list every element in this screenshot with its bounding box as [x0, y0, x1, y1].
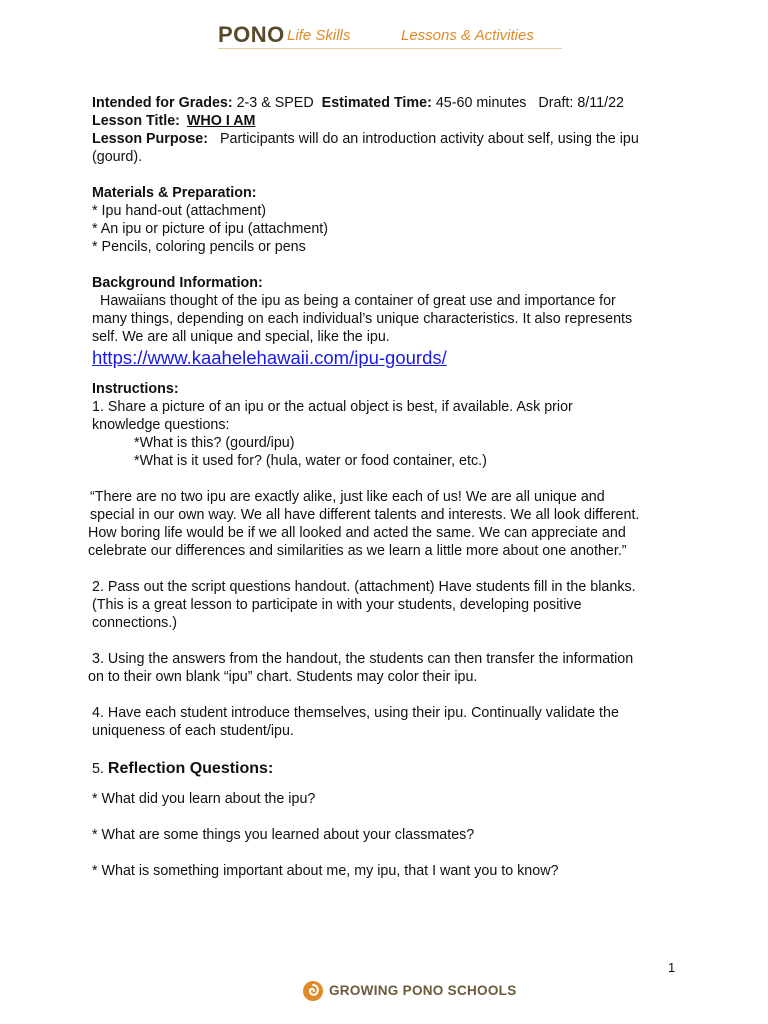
purpose-line: [88, 130, 688, 148]
header-divider: [218, 48, 562, 49]
quote-line: “There are no two ipu are exactly alike, just like each of us! We are all unique and: [90, 489, 605, 505]
reflection-question: * What are some things you learned about your classmates?: [92, 827, 475, 843]
reflection-heading-line: [88, 758, 688, 780]
lesson-title-line: [88, 112, 688, 130]
grades-label: Intended for Grades:: [92, 95, 233, 111]
background-text-line: many things, depending on each individual’s unique characteristics. It also represents: [92, 311, 633, 327]
materials-item: * Ipu hand-out (attachment): [92, 203, 267, 219]
footer-brand-text: GROWING PONO SCHOOLS: [329, 983, 517, 998]
reflection-number: 5.: [92, 761, 104, 777]
title-value: WHO I AM: [186, 113, 256, 129]
purpose-text: Participants will do an introduction activity about self, using the ipu: [219, 131, 639, 147]
lesson-meta-line: [88, 94, 688, 112]
background-text-line: self. We are all unique and special, like the ipu.: [92, 329, 390, 345]
step-1-question: *What is this? (gourd/ipu): [134, 435, 295, 451]
reflection-question: * What did you learn about the ipu?: [92, 791, 316, 807]
page-number: 1: [668, 960, 676, 975]
ipu-spiral-logo-icon: [302, 980, 324, 1002]
step-4-line: uniqueness of each student/ipu.: [92, 723, 294, 739]
step-3-line: on to their own blank “ipu” chart. Students may color their ipu.: [88, 669, 478, 685]
materials-item: * Pencils, coloring pencils or pens: [92, 239, 306, 255]
reflection-question: * What is something important about me, my ipu, that I want you to know?: [92, 863, 559, 879]
brand-name: PONO: [218, 22, 285, 47]
quote-line: celebrate our differences and similarities as we learn a little more about one another.”: [88, 543, 627, 559]
time-label: Estimated Time:: [321, 95, 432, 111]
draft-date: Draft: 8/11/22: [538, 95, 624, 111]
purpose-label: Lesson Purpose:: [92, 131, 208, 147]
quote-line: special in our own way. We all have different talents and interests. We all look different.: [90, 507, 640, 523]
reflection-heading: Reflection Questions:: [107, 760, 274, 777]
step-1-line: knowledge questions:: [92, 417, 230, 433]
step-2-line: connections.): [92, 615, 178, 631]
lesson-content: [88, 94, 688, 880]
instructions-heading: Instructions:: [92, 381, 179, 397]
brand-subtitle-activities: Lessons & Activities: [401, 27, 534, 44]
time-value: 45-60 minutes: [435, 95, 527, 111]
step-1-question: *What is it used for? (hula, water or food container, etc.): [134, 453, 487, 469]
step-1-line: 1. Share a picture of an ipu or the actual object is best, if available. Ask prior: [92, 399, 573, 415]
page-header: [0, 18, 768, 52]
grades-value: 2-3 & SPED: [236, 95, 314, 111]
step-4-line: 4. Have each student introduce themselves, using their ipu. Continually validate the: [92, 705, 619, 721]
quote-line: How boring life would be if we all looked and acted the same. We can appreciate and: [88, 525, 626, 541]
title-label: Lesson Title:: [92, 113, 180, 129]
brand-subtitle: Life Skills: [287, 27, 351, 44]
background-heading: Background Information:: [92, 275, 263, 291]
background-text-line: Hawaiians thought of the ipu as being a container of great use and importance for: [100, 293, 616, 309]
step-2-line: (This is a great lesson to participate in with your students, developing positive: [92, 597, 582, 613]
materials-heading: Materials & Preparation:: [92, 185, 257, 201]
ipu-gourds-link[interactable]: https://www.kaahelehawaii.com/ipu-gourds/: [92, 347, 447, 368]
step-2-line: 2. Pass out the script questions handout. (attachment) Have students fill in the blanks.: [92, 579, 636, 595]
purpose-line-2: (gourd).: [92, 149, 143, 165]
step-3-line: 3. Using the answers from the handout, the students can then transfer the information: [92, 651, 634, 667]
materials-item: * An ipu or picture of ipu (attachment): [92, 221, 329, 237]
